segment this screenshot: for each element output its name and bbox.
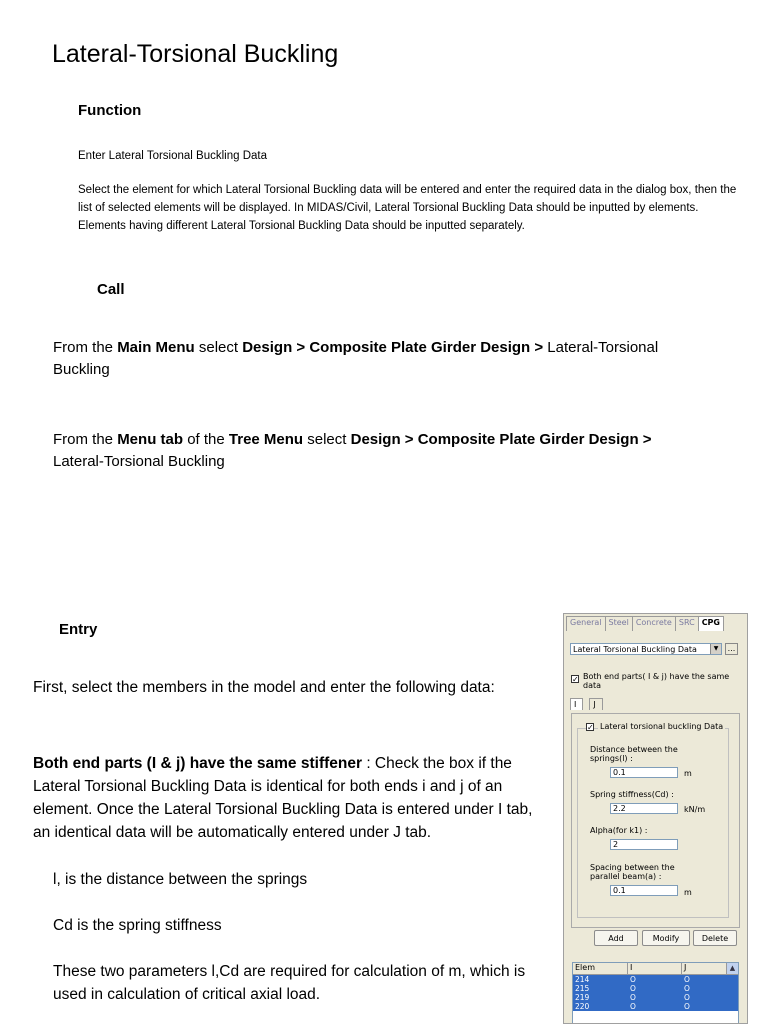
delete-button[interactable]: Delete [693, 930, 737, 946]
tab-steel[interactable]: Steel [605, 616, 633, 631]
both-ends-label: Both end parts( I & j) have the same data [583, 672, 730, 690]
function-line: Enter Lateral Torsional Buckling Data [78, 150, 268, 162]
entry-params-line: These two parameters l,Cd are required for calculation of m, which is used in calculation of critical axial load. [53, 963, 526, 1003]
ltb-dialog [563, 613, 748, 1024]
tab-cpg[interactable]: CPG [698, 616, 724, 631]
alpha-label: Alpha(for k1) : [590, 826, 648, 835]
table-row[interactable]: 220 O O [573, 1002, 738, 1011]
entry-cd-line: Cd is the spring stiffness [53, 917, 222, 934]
element-table [572, 962, 739, 1024]
entry-heading: Entry [59, 621, 98, 638]
more-button[interactable]: ... [725, 643, 738, 655]
call-main-menu: From the Main Menu select Design > Composite Plate Girder Design > Lateral-Torsional Buckling [53, 339, 659, 378]
entry-intro: First, select the members in the model and enter the following data: [33, 679, 495, 696]
add-button[interactable]: Add [594, 930, 638, 946]
alpha-input[interactable]: 2 [610, 839, 678, 850]
distance-unit: m [684, 769, 692, 778]
spacing-input[interactable]: 0.1 [610, 885, 678, 896]
both-ends-checkbox[interactable]: ✓ [572, 675, 579, 684]
data-type-value: Lateral Torsional Buckling Data [573, 645, 697, 654]
distance-input[interactable]: 0.1 [610, 767, 678, 778]
ltb-checkbox[interactable]: ✓ [587, 723, 594, 732]
entry-l-line: l, is the distance between the springs [53, 871, 308, 888]
tab-general[interactable]: General [566, 616, 606, 631]
distance-label: Distance between the springs(l) : [590, 745, 678, 763]
stiffness-input[interactable]: 2.2 [610, 803, 678, 814]
chevron-down-icon[interactable]: ▼ [710, 644, 721, 654]
ij-tabs [570, 698, 609, 710]
function-paragraph: Select the element for which Lateral Torsional Buckling data will be entered and enter the required data in the dialog box, then the list of selected elements will be displayed. In MIDAS/Civil, Lateral Torsional Buckling Data should be inputted by elements. Elements having different Lateral Torsional Buckling Data should be inputted separately. [78, 184, 737, 232]
stiffness-unit: kN/m [684, 805, 706, 814]
table-row[interactable]: 219 O O [573, 993, 738, 1002]
table-row[interactable]: 214 O O [573, 975, 738, 984]
entry-both-ends: Both end parts (I & j) have the same stiffener : Check the box if the Lateral Torsional Buckling Data is identical for both ends i and j of an element. Once the Lateral Torsional Buckling Data is entered under I tab, an identical data will be automatically entered under J tab. [33, 755, 533, 841]
call-tree-menu: From the Menu tab of the Tree Menu select Design > Composite Plate Girder Design > Lateral-Torsional Buckling [53, 431, 652, 470]
col-elem[interactable]: Elem [573, 963, 628, 974]
tab-src[interactable]: SRC [675, 616, 699, 631]
table-row[interactable]: 215 O O [573, 984, 738, 993]
spacing-label: Spacing between the parallel beam(a) : [590, 863, 675, 881]
tab-i[interactable]: I [570, 698, 583, 710]
modify-button[interactable]: Modify [642, 930, 690, 946]
stiffness-label: Spring stiffness(Cd) : [590, 790, 674, 799]
call-heading: Call [97, 281, 125, 298]
data-type-select[interactable] [570, 643, 722, 655]
page-title: Lateral-Torsional Buckling [52, 40, 339, 68]
spacing-unit: m [684, 888, 692, 897]
function-heading: Function [78, 102, 142, 119]
tab-concrete[interactable]: Concrete [632, 616, 676, 631]
dialog-tabs [566, 616, 723, 631]
col-j[interactable]: J [682, 963, 727, 974]
scroll-up-icon[interactable]: ▲ [726, 963, 738, 974]
ltb-label: Lateral torsional buckling Data [600, 722, 724, 731]
tab-j[interactable]: J [589, 698, 602, 710]
col-i[interactable]: I [628, 963, 682, 974]
table-header [573, 963, 738, 975]
